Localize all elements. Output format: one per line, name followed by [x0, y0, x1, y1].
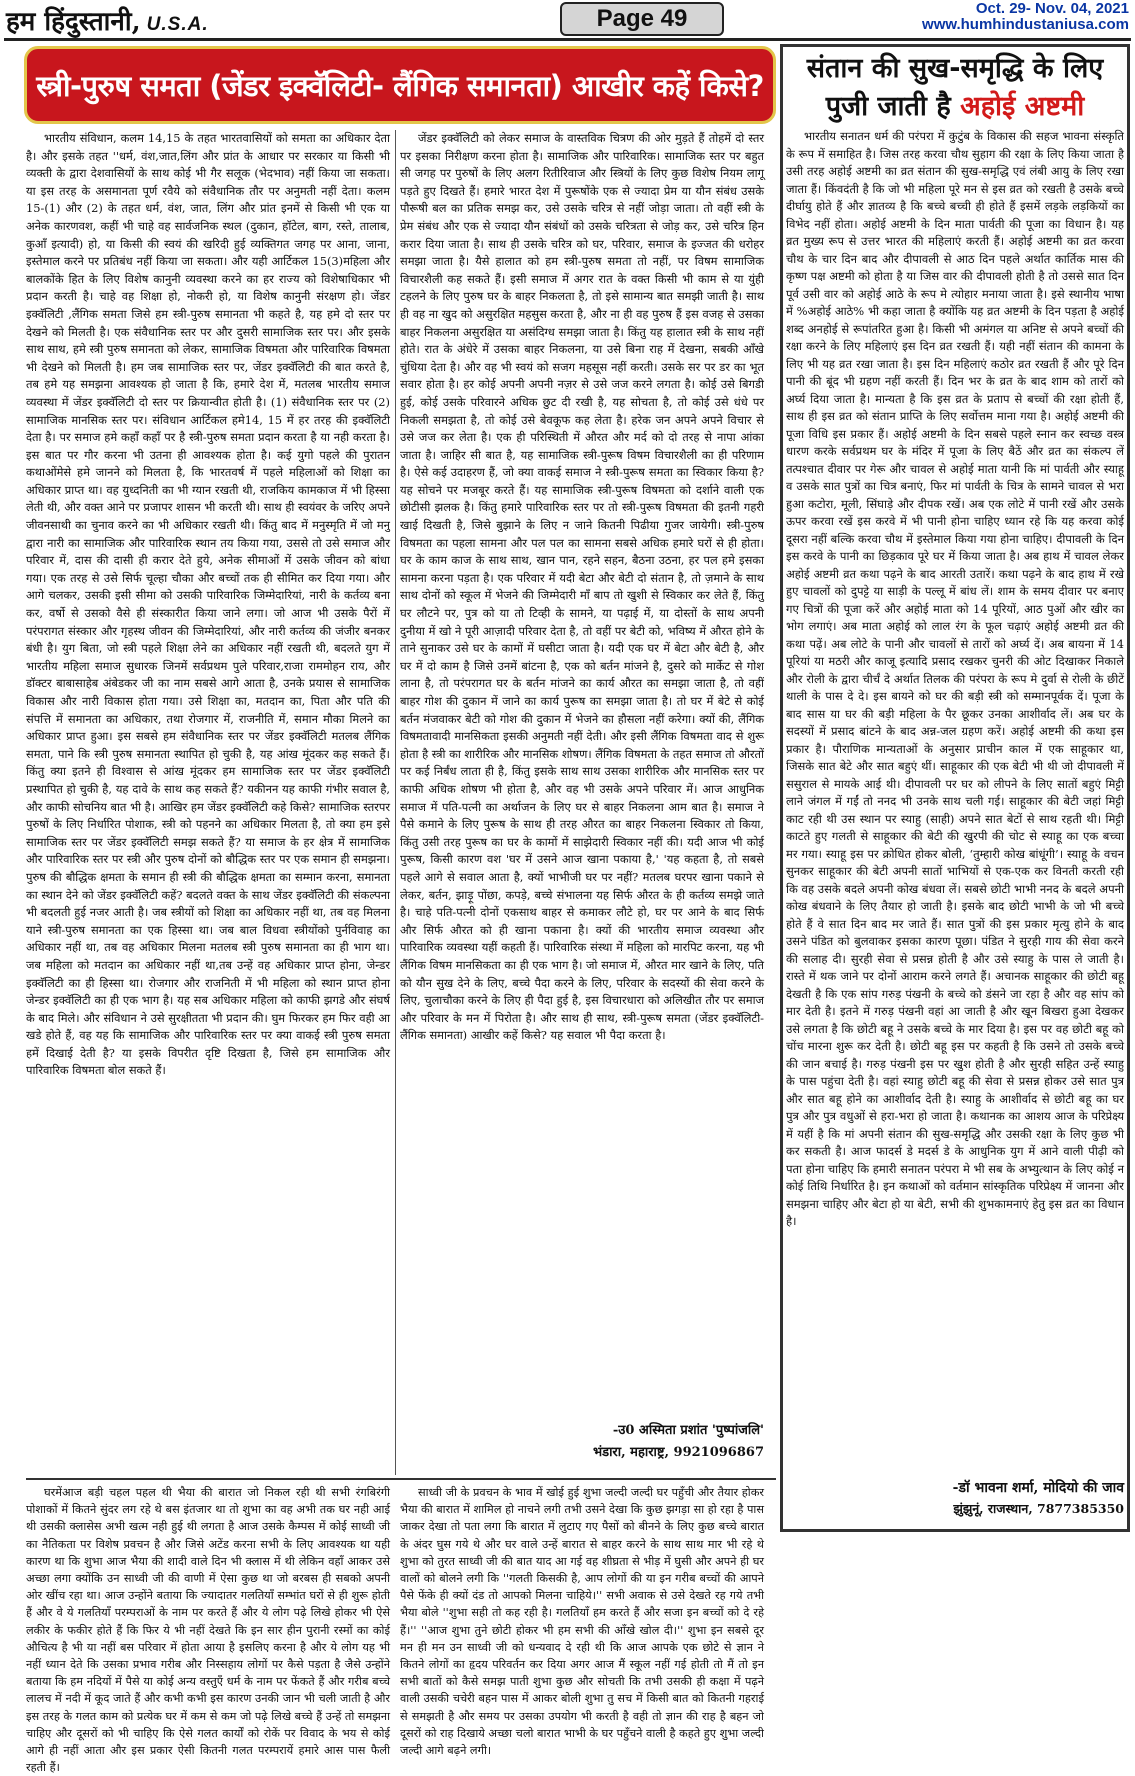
column-divider — [395, 130, 396, 1475]
main-headline: स्त्री-पुरुष समता (जेंडर इक्वॅलिटी- लैंगिक समानता) आखीर कहें किसे? — [36, 68, 764, 103]
website-link[interactable]: www.humhindustaniusa.com — [922, 16, 1129, 33]
main-article-col2-text: जेंडर इक्वॅलिटी को लेकर समाज के वास्तविक चित्रण की ओर मुड़ते हैं तोहमें दो स्तर पर इसका निरीक्षण करना होता है। सामाजिक और पारिवारिक। सामाजिक स्तर पर बहुत सी जगह पर पुरुषों के लिए अलग रितीरिवाज और स्त्रियों के लिए कुछ विशेष नियम लागू पड़ते हुए दिखते हैं। हमारे भारत देश में पुरूषोंके एक से ज्यादा प्रेम या यौन संबंध उसके पौरूषी बल का प्रतिक समझ कर, उसे उसके चरित्र से नहीं जोड़ा जाता। तो वहीं स्त्री के प्रेम संबंध और एक से ज्यादा यौन संबंधों को उसके चरित्रता से जोड़ कर, उसे चरित्र हिन करार दिया जाता है। साथ ही उसके चरित्र को घर, परिवार, समाज के इज्जत की धरोहर समझा जाता है। यैसे हालात को हम स्त्री-पुरुष समता तो नहीं, पर विषम सामाजिक विचारशैली कह सकते हैं। इसी समाज में अगर रात के वक्त किसी भी काम से या युंही टहलने के लिए पुरुष घर के बाहर निकलता है, तो इसे सामान्य बात समझी जाती है। साथ ही वह ना खुद को असुरक्षित महसुस करता है, और ना ही वह पुरुष हैं इस वजह से उसका बाहर निकलना असुरक्षित या असंदिग्ध समझा जाता है। किंतु यह हालात स्त्री के साथ नहीं होते। रात के अंधेरे में उसका बाहर निकलना, या उसे बिना राह में देखना, सबकी आँखे चुंधिया देता है। और वह भी स्वयं को सजग महसूस नहीं करती। उसके सर पर डर का भूत सवार होता है। हर कोई अपनी अपनी नज़र से उसे जज करने लगता है। कोई उसे बिगडी हुई, कोई उसके परिवारने अधिक छुट दी रखी है, यह सोचता है, तो कोई उसे धंधे पर निकली समझता है, तो कोई उसे बेवकूफ कह लेता है। हरेक जन अपने अपने विचार से उसे जज कर लेता है। एक ही परिस्थिती में औरत और मर्द को दो तरह से नापा आंका जाता है। जाहिर सी बात है, यह सामाजिक स्त्री-पुरूष विषम विचारशैली का ही परिणाम है। ऐसे कई उदाहरण हैं, जो क्या वाकई समाज ने स्त्री-पुरूष समता का स्विकार किया है? यह सोचने पर मजबूर करते हैं। यह सामाजिक स्त्री-पुरूष विषमता को दर्शाने वाली एक छोटीसी झलक है। किंतु हमारे पारिवारिक स्तर पर तो स्त्री-पुरूष विषमता की इतनी गहरी खाई दिखती है, जिसे बुझाने के लिए न जाने कितनी पिढीया गुजर जायेगी। स्त्री-पुरुष विषमता का पहला सामना और पल पल का सामना सबसे अधिक हमारे घरों से ही होता। घर के काम काज के साथ साथ, खान पान, रहने सहन, बैठना उठना, हर पल हमे इसका सामना करना पड़ता है। एक परिवार में यदी बेटा और बेटी दो संतान है, तो ज़माने के साथ साथ दोनों को स्कूल में भेजने की जिम्मेदारी माँ बाप तो खुशी से स्विकार कर लेते हैं, किंतु घर लौटने पर, पुत्र को या तो टिव्ही के सामने, या पढ़ाई में, या दोस्तों के साथ अपनी दुनीया में खो ने पूरी आज़ादी परिवार देता है, तो वहीं पर बेटी को, भविष्य में औरत होने के ताने सुनाकर उसे घर के कामों में घसीटा जाता है। यदी एक घर में बेटा और बेटी है, और घर में दो काम है जिसे उनमें बांटना है, एक को बर्तन मांजने है, दुसरे को मार्केट से गोश लाना है, तो परंपरागत घर के बर्तन मांजने का कार्य औरत का समझा जाता है, तो वहीं बाहर गोश की दुकान में जाने का कार्य पुरूष का समझा जाता है। तो घर में बेटे से कोई बर्तन मंजवाकर बेटी को गोश की दुकान में भेजने का हौसला नहीं करेगा। क्यों की, लैंगिक विषमतावादी मानसिकता इसकी अनुमती नहीं देती। और इसी लैंगिक विषमता वाद से शुरू होता है स्त्री का शारीरिक और मानसिक शोषण। लैंगिक विषमता के तहत समाज तो औरतों पर कई निर्बंध लाता ही है, किंतु इसके साथ साथ उसका शारीरिक और मानसिक स्तर पर काफी अधिक शोषण भी होता है, और वह भी उसके अपने परिवार में। आज आधुनिक समाज में पति-पत्नी का अर्थाजन के लिए घर से बाहर निकलना आम बात है। समाज ने पैसे कमाने के लिए पुरूष के साथ ही तरह औरत का बाहर निकलना स्विकार तो किया, किंतु उसी तरह पुरूष का घर के कामों में साझेदारी स्विकार नहीं की। यदी आज भी कोई पुरूष, किसी कारण वश 'घर में उसने आज खाना पकाया है,' 'यह कहता है, तो सबसे पहले आगे से सवाल आता है, क्यों भाभीजी घर पर नहीं? मतलब घरपर खाना पकाने से लेकर, बर्तन, झाड़ू पोंछा, कपड़े, बच्चे संभालना यह सिर्फ औरत के ही कर्तव्य समझे जाते है। चाहे पति-पत्नी दोनों एकसाथ बाहर से कमाकर लौटे हो, घर पर आने के बाद सिर्फ और सिर्फ औरत को ही खाना पकाना है। क्यों की भारतीय समाज व्यवस्था और पारिवारिक व्यवस्था यहीं कहती हैं। पारिवारिक संस्था में महिला को मारपिट करना, यह भी लैंगिक विषम मानसिकता का ही एक भाग है। जो समाज में, औरत मार खाने के लिए, पति को यौन सुख देने के लिए, बच्चे पैदा करने के लिए, परिवार के सदस्यों की सेवा करने के लिए, चुलाचौका करने के लिए ही पैदा हुई है, इस विचारधारा को अलिखीत तौर पर समाज और परिवार के मन में पिरोता है। और साथ ही साथ, स्त्री-पुरूष समता (जेंडर इक्वॅलिटी- लैंगिक समानता) आखीर कहें किसे? यह सवाल भी पैदा करता है। — [400, 131, 764, 1043]
main-article-col1-text: भारतीय संविधान, कलम 14,15 के तहत भारतवासियों को समता का अधिकार देता है। और इसके तहत ''धर्म, वंश,जात,लिंग और प्रांत के आधार पर सरकार या किसी भी व्यक्ती के द्वारा देशवासियों के साथ कोई भी गैर सलूक (भेदभाव) नहीं किया जा सकता। या इस तरह के असमानता पूर्ण रवैये को संवैधानिक तौर पर अनुमती नहीं देता। कलम 15-(1) और (2) के तहत धर्म, वंश, जात, लिंग और प्रांत इनमें से किसी भी एक या अनेक कारणवश, कहीं भी चाहे वह सार्वजनिक स्थल (दुकान, हॉटेल, बाग, रस्ते, तालाब, कुआँ इत्यादी) हो, या किसी की स्वयं की खरिदी हुई व्यक्तिगत जगह पर आना, जाना, इस्तेमाल करने पर प्रतिबंध नहीं किया जा सकता। और यही आर्टिकल 15(3)महिला और बालकोंके हित के लिए विशेष कानुनी व्यवस्था करने का हर राज्य को विशेषाधिकार भी प्रदान करती है। चाहे वह शिक्षा हो, नोकरी हो, या विशेष कानुनी संरक्षण हो। जेंडर इक्वॅलिटी ,लैंगिक समता जिसे हम स्त्री-पुरुष समानता भी कहते है, यह हमे दो स्तर पर देखने को मिलती है। एक संवैधानिक स्तर पर और दुसरी सामाजिक स्तर पर। और इसके साथ साथ, हमे स्त्री पुरुष समानता को लेकर, सामाजिक विषमता और पारिवारिक विषमता भी देखने को मिलती है। हम जब सामाजिक स्तर पर, जेंडर इक्वॅलिटी की बात करते है, तब हमे यह समझना आवश्यक हो जाता है कि, हमारे देश में, मतलब भारतीय समाज व्यवस्था में जेंडर इक्वॅलिटी दो स्तर पर क्रियान्वीत होती है। (1) संवैधानिक स्तर पर (2) सामाजिक मानसिक स्तर पर। संविधान आर्टिकल हमे14, 15 में हर तरह की इक्वॅलिटी देता है। पर समाज हमे कहाँ कहाँ पर है स्त्री-पुरुष समता प्रदान करता है या नही करता है। इस बात पर गौर करना भी उतना ही आवश्यक होता है। कई युगो पहले की पुरातन कथाओंमेसे हमे जानने को मिलता है, कि भारतवर्ष में पहले महिलाओं को शिक्षा का अधिकार प्राप्त था। वह युध्दनिती का भी ग्यान रखती थी, राजकिय कामकाज में भी हिस्सा लेती थी, और वक्त आने पर प्रजापर शासन भी करती थी। साथ ही स्वयंवर के जरिए अपने जीवनसाथी का चुनाव करने का भी अधिकार रखती थी। किंतु बाद में मनुस्मृति में जो मनु द्वारा नारी का सामाजिक और पारिवारिक स्थान तय किया गया, उससे तो उसे समाज और परिवार में, दास की दासी ही करार देते हुये, अनेक सीमाओं में उसके जीवन को बांधा गया। एक तरह से उसे सिर्फ चूल्हा चौका और बच्चों तक ही सीमित कर दिया गया। और आगे चलकर, उसकी इसी सीमा को उसकी पारिवारिक जिम्मेदारियां, नारी के कर्तव्य बना कर, वर्षो से उसको वैसे ही संस्कारीत किया जाने लगा। जो आज भी उसके पैरों में परंपरागत संस्कार और गृहस्थ जीवन की जिम्मेदारियां, और नारी कर्तव्य की जंजीर बनकर बंधी है। युग बिता, जो स्त्री पहले शिक्षा लेने का अधिकार नहीं रखती थी, बदलते युग में भारतीय महिला समाज सुधारक जिनमें सर्वप्रथम पुले परिवार,राजा राममोहन राय, और डॉक्टर बाबासाहेब अंबेडकर जी का नाम सबसे आगे आता है, उनके प्रयास से सामाजिक विकास और नारी विकास होता गया। उसे शिक्षा का, मतदान का, पिता और पति की संपत्ति में समानता का अधिकार, तथा रोजगार में, राजनीति में, समान मौका मिलने का अधिकार प्राप्त हुआ। इस सबसे हम संवैधानिक स्तर पर जेंडर इक्वॅलिटी मतलब लैंगिक समता, पाने कि स्त्री पुरुष समानता स्थापित हो चुकी है, यह आंख मूंदकर कह सकते हैं। किंतु क्या इतने ही विश्वास से आंख मूंदकर हम सामाजिक स्तर पर जेंडर इक्वॅलिटी प्रस्थापित हो चुकी है, यह दावे के साथ कह सकते हैं? यकीनन यह काफी गंभीर सवाल है, और काफी सोचनिय बात भी है। आखिर हम जेंडर इक्वॅलिटी कहे किसे? सामाजिक स्तरपर पुरुषों के लिए निर्धारित पोशाक, स्त्री को पहनने का अधिकार मिलता है, तो क्या हम इसे सामाजिक स्तर पर जेंडर इक्वॅलिटी समझ सकते हैं? या समाज के हर क्षेत्र में सामाजिक और पारिवारिक स्तर पर स्त्री और पुरुष दोनों को बौद्धिक स्तर पर एक समान ही समझना। पुरुष की बौद्धिक क्षमता के समान ही स्त्री की बौद्धिक क्षमता का सम्मान करना, समानता का स्थान देने को जेंडर इक्वॅलिटी कहें? बदलते वक्त के साथ जेंडर इक्वॅलिटी की संकल्पना भी बदलती हुई नजर आती है। जब स्त्रीयों को शिक्षा का अधिकार नहीं था, तब वह मिलना याने स्त्री-पुरुष समानता का एक हिस्सा था। जब बाल विधवा स्त्रीयोंको पुर्नविवाह का अधिकार नहीं था, तब वह अधिकार मिलना मतलब स्त्री पुरुष समानता का ही भाग था। जब महिला को मतदान का अधिकार नहीं था,तब उन्हें वह अधिकार प्राप्त होना, जेन्डर इक्वॅलिटी का ही हिस्सा था। रोजगार और राजनिती में भी महिला को स्थान प्राप्त होना जेन्डर इक्वॅलिटी का ही एक भाग है। यह सब अधिकार महिला को काफी झगडे और संघर्ष के बाद मिले। और संविधान ने उसे सुरक्षीतता भी प्रदान की। घुम फिरकर हम फिर वही आ खडे होते हैं, वह यह कि सामाजिक और पारिवारिक स्तर पर क्या वाकई स्त्री पुरुष समता हमें दिखाई देती है? या इसके विपरीत दृष्टि दिखता है, जिसे हम सामाजिक और पारिवारिक विषमता बोल सकते हैं। — [26, 131, 390, 1078]
header-rule — [4, 38, 1131, 41]
masthead — [6, 2, 209, 38]
short-story-col2-text: साध्वी जी के प्रवचन के भाव में खोई हुई शुभा जल्दी जल्दी घर पहुँची और तैयार होकर भैया की बारात में शामिल हो नाचने लगी तभी उसने देखा कि कुछ झगड़ा सा हो रहा है पास जाकर देखा तो पता लगा कि बारात में लुटाए गए पैसों को बीनने के लिए कुछ बच्चे बारात के अंदर घुस गये थे और घर वाले उन्हें बारात से बाहर करने के साथ साथ मार भी रहे थे शुभा को तुरत साध्वी जी की बात याद आ गई वह शीघ्रता से भीड़ में घुसी और अपने ही घर वालों को बोलने लगी कि ''गलती किसकी है, आप लोगों की या इन गरीब बच्चों की आपने पैसे फेंके ही क्यों दंड तो आपको मिलना चाहिये।'' सभी अवाक से उसे देखते रह गये तभी भैया बोले ''शुभा सही तो कह रही है। गलतियाँ हम करते हैं और सजा इन बच्चों को दे रहे हैं।'' ''आज शुभा तुने छोटी होकर भी हम सभी की आँखे खोल दी।'' शुभा इन सबसे दूर मन ही मन उन साध्वी जी को धन्यवाद दे रही थी कि आज आपके एक छोटे से ज्ञान ने कितने लोगों का हृदय परिवर्तन कर दिया अगर आज मैं स्कूल नहीं गई होती तो मैं तो इन सभी बातों को कैसे समझ पाती शुभा कुछ और सोचती कि तभी उसकी ही कक्षा में पढ़ने वाली उसकी चचेरी बहन पास में आकर बोली शुभा तु सच में किसी बात को कितनी गहराई से समझती है और समय पर उसका उपयोग भी करती है वही तो ज्ञान की राह है बहन जो दूसरों को राह दिखाये अच्छा चलो बारात भाभी के घर पहुँचने वाली है कहते हुए शुभा जल्दी जल्दी आगे बढ़ने लगी। — [400, 1486, 764, 1758]
main-article-column-1 — [26, 130, 390, 1472]
right-title-line2 — [783, 88, 1127, 126]
section-rule — [26, 1478, 776, 1480]
main-article-column-2 — [400, 130, 764, 1375]
issue-date: Oct. 29- Nov. 04, 2021 — [975, 0, 1129, 17]
right-article-signature-place: झुंझुनूं, राजस्थान, 7877385350 — [953, 1501, 1124, 1516]
right-title-line2-a: पुजी जाती है — [825, 91, 951, 122]
right-article-text: भारतीय सनातन धर्म की परंपरा में कुटुंब के विकास की सहज भावना संस्कृति के रूप में समाहित है। जिस तरह करवा चौथ सुहाग की रक्षा के लिए किया जाता है उसी तरह अहोई अष्टमी का व्रत संतान की सुख-समृद्धि एवं लंबी आयु के लिए रखा जाता हैं। किंवदंती है कि जो भी महिला पूरे मन से इस व्रत को रखती है उसके बच्चे दीर्घायु होते हैं और ज्ञातव्य है कि बच्चे बच्ची ही होते हैं इसमें लड़के लड़कियों का विभेद नहीं होता। अहोई अष्टमी के दिन माता पार्वती की पूजा का विधान है। यह व्रत मुख्य रूप से उत्तर भारत की महिलाएं करती हैं। अहोई अष्टमी का व्रत करवा चौथ के चार दिन बाद और दीपावली से आठ दिन पहले अर्थात कार्तिक मास की कृष्ण पक्ष अष्टमी को होता है या जिस वार की दीपावली होती है तो उससे सात दिन पूर्व उसी वार को अहोई आठे के रूप मे त्योहार मनाया जाता है। इसे स्थानीय भाषा में %अहोई आठे% भी कहा जाता है क्योंकि यह व्रत अष्टमी के दिन पड़ता है अहोई शब्द अनहोई से रूपांतरित हुआ है। किसी भी अमंगल या अनिष्ट से अपने बच्चों की रक्षा करने के लिए महिलाएं इस दिन व्रत रखती हैं। यही नहीं संतान की कामना के लिए भी यह व्रत रखा जाता है। इस दिन महिलाएं कठोर व्रत रखती हैं और पूरे दिन पानी की बूंद भी ग्रहण नहीं करती हैं। दिन भर के व्रत के बाद शाम को तारों को अर्घ्य दिया जाता है। मान्यता है कि इस व्रत के प्रताप से बच्चों की रक्षा होती हैं, साथ ही इस व्रत को संतान प्राप्ति के लिए सर्वोत्तम माना गया है। अहोई अष्टमी की पूजा विधि इस प्रकार हैं। अहोई अष्टमी के दिन सबसे पहले स्नान कर स्वच्छ वस्त्र धारण करके सर्वप्रथम घर के मंदिर में पूजा के लिए बैठें और व्रत का संकल्प लें तत्पश्चात दीवार पर गेरू और चावल से अहोई माता यानी कि मां पार्वती और स्याहू व उसके सात पुत्रों का चित्र बनाएं, फिर मां पार्वती के चित्र के सामने चावल से भरा हुआ कटोरा, मूली, सिंघाड़े और दीपक रखें। अब एक लोटे में पानी रखें और उसके ऊपर करवा रखें इस करवे में भी पानी होना चाहिए ध्यान रहे कि यह करवा कोई दूसरा नहीं बल्कि करवा चौथ में इस्तेमाल किया गया होना चाहिए। दीपावली के दिन इस करवे के पानी का छिड़काव पूरे घर में किया जाता है। अब हाथ में चावल लेकर अहोई अष्टमी व्रत कथा पढ़ने के बाद आरती उतारें। कथा पढ़ने के बाद हाथ में रखे हुए चावलों को दुपट्टे या साड़ी के पल्लू में बांध लें। शाम के समय दीवार पर बनाए गए चित्रों की पूजा करें और अहोई माता को 14 पूरियों, आठ पुओं और खीर का भोग लगाएं। अब माता अहोई को लाल रंग के फूल चढ़ाएं अहोई अष्टमी व्रत की कथा पढ़ें। अब लोटे के पानी और चावलों से तारों को अर्घ्य दें। अब बायना में 14 पूरियां या मठरी और काजू इत्यादि प्रसाद रखकर चुनरी की ओट दिखाकर निकाले और रोली के द्वारा चीर्चं दे अर्थात तिलक की परंपरा के रूप मे दुर्वा से रोली के छीटें थाली के पास दे दे। इस बायने को घर की बड़ी स्त्री को सम्मानपूर्वक दें। पूजा के बाद सास या घर की बड़ी महिला के पैर छूकर उनका आशीर्वाद लें। अब घर के सदस्यों में प्रसाद बांटने के बाद अन्न-जल ग्रहण करें। अहोई अष्टमी की कथा इस प्रकार है। पौराणिक मान्यताओं के अनुसार प्राचीन काल में एक साहूकार था, जिसके सात बेटे और सात बहुएं थीं। साहूकार की एक बेटी भी थी जो दीपावली में ससुराल से मायके आई थी। दीपावली पर घर को लीपने के लिए सातों बहुएं मिट्टी लाने जंगल में गईं तो ननद भी उनके साथ चली गई। साहूकार की बेटी जहां मिट्टी काट रही थी उस स्थान पर स्याहु (साही) अपने सात बेटों से साथ रहती थी। मिट्टी काटते हुए गलती से साहूकार की बेटी की खुरपी की चोट से स्याहू का एक बच्चा मर गया। स्याहू इस पर क्रोधित होकर बोली, ‘तुम्हारी कोख बांधूंगी’। स्याहू के वचन सुनकर साहूकार की बेटी अपनी सातों भाभियों से एक-एक कर विनती करती रही कि वह उसके बदले अपनी कोख बंधवा लें। सबसे छोटी भाभी ननद के बदले अपनी कोख बंधवाने के लिए तैयार हो जाती है। इसके बाद छोटी भाभी के जो भी बच्चे होते हैं वे सात दिन बाद मर जाते हैं। सात पुत्रों की इस प्रकार मृत्यु होने के बाद उसने पंडित को बुलवाकर इसका कारण पूछा। पंडित ने सुरही गाय की सेवा करने की सलाह दी। सुरही सेवा से प्रसन्न होती है और उसे स्याहु के पास ले जाती है। रास्ते में थक जाने पर दोनों आराम करने लगते हैं। अचानक साहूकार की छोटी बहू देखती है कि एक सांप गरुड़ पंखनी के बच्चे को डंसने जा रहा है और वह सांप को मार देती है। इतने में गरुड़ पंखनी वहां आ जाती है और खून बिखरा हुआ देखकर उसे लगता है कि छोटी बहू ने उसके बच्चे के मार दिया है। इस पर वह छोटी बहू को चोंच मारना शुरू कर देती है। छोटी बहू इस पर कहती है कि उसने तो उसके बच्चे की जान बचाई है। गरुड़ पंखनी इस पर खुश होती है और सुरही सहित उन्हें स्याहु के पास पहुंचा देती है। वहां स्याहु छोटी बहू की सेवा से प्रसन्न होकर उसे सात पुत्र और सात बहू होने का आशीर्वाद देती है। स्याहु के आशीर्वाद से छोटी बहू का घर पुत्र और पुत्र वधुओं से हरा-भरा हो जाता है। कथानक का आशय आज के परिप्रेक्ष्य में यहीं है कि मां अपनी संतान की सुख-समृद्धि और उसकी रक्षा के लिए कुछ भी कर सकती है। आज फादर्स डे मदर्स डे के आधुनिक युग में आने वाली पीढ़ी को पता होना चाहिए कि हमारी सनातन परंपरा मे भी सब के अभ्युत्थान के लिए कोई न कोई तिथि निर्धारित है। इन कथाओं को वर्तमान सांस्कृतिक परिप्रेक्ष्य में जानना और समझना चाहिए और बेटा हो या बेटी, सभी की शुभकामनाएं हेतु इस व्रत का विधान है। — [786, 129, 1124, 1228]
right-article-signature-name: -डॉ भावना शर्मा, मोदियो की जाव — [952, 1480, 1124, 1496]
short-story-column-1 — [26, 1484, 390, 1775]
masthead-title: हम हिंदुस्तानी, — [6, 7, 141, 37]
page-number-badge: Page 49 — [560, 2, 724, 36]
main-headline-banner — [24, 46, 776, 124]
issue-date-block — [922, 1, 1129, 33]
right-title-line1: संतान की सुख-समृद्धि के लिए — [806, 53, 1104, 84]
right-article-body — [786, 128, 1124, 1468]
main-article-signature-place: भंडारा, महाराष्ट्र, 9921096867 — [592, 1445, 764, 1460]
short-story-column-2 — [400, 1484, 764, 1758]
main-article-signature-name: -उ0 अस्मिता प्रशांत 'पुष्पांजलि' — [612, 1423, 764, 1438]
right-title-line2-b: अहोई अष्टमी — [960, 91, 1085, 122]
right-article-title — [783, 50, 1127, 126]
short-story-col1-text: घरमेंआज बड़ी चहल पहल थी भैया की बारात जो निकल रही थी सभी रंगबिरंगी पोशाकों में कितने सुंदर लग रहे थे बस इंतजार था तो शुभा का वह अभी तक घर नही आई थी उसकी क्लासेस अभी खत्म नही हुई थी लगता है आज उसके कैम्पस में कोई साध्वी जी का नैतिकता पर विशेष प्रवचन है और जिसे अटेंड करना सभी के लिए आवश्यक था यही कारण था कि शुभा आज भैया की शादी वाले दिन भी क्लास में थी लेकिन वहाँ आकर उसे अच्छा लगा क्योंकि उन साध्वी जी की वाणी में ऐसा कुछ था जो बरबस ही सबको अपनी ओर खींच रहा था। आज उन्होंने बताया कि ज्यादातर गलतियाँ सम्भांत घरों से ही शुरू होती हैं और वे ये गलतियाँ परम्पराओं के नाम पर करते हैं और ये लोग पढ़े लिखे होकर भी ऐसे लकीर के फकीर होते हैं कि फिर ये भी नहीं देखते कि इन सार हीन पुरानी रस्मों का कोई औचित्य है भी या नहीं बस परिवार में होता आया है इसलिए करना है और ये लोग यह भी नहीं ध्यान देते कि उसका प्रभाव गरीब और निस्सहाय लोगों पर कैसे पड़ता है जैसे उन्होंने बताया कि हम नदियों में पैसे या कोई अन्य वस्तुएँ धर्म के नाम पर फेंकते हैं और गरीब बच्चे लालच में नदी में कूद जाते हैं और कभी कभी इस कारण उनकी जान भी चली जाती है और इस तरह के गलत काम को प्रत्येक घर में कम से कम जो पढ़े लिखे बच्चे हैं उन्हें तो समझना चाहिए और दूसरों को भी चाहिए कि ऐसे गलत कार्यों को रोकें पर विवाद के भय से कोई आगे ही नहीं आता और इस प्रकार ऐसी कितनी गलत परम्परायें हमारे आस पास फैली रहती हैं। — [26, 1486, 390, 1775]
masthead-usa: U.S.A. — [146, 14, 209, 35]
